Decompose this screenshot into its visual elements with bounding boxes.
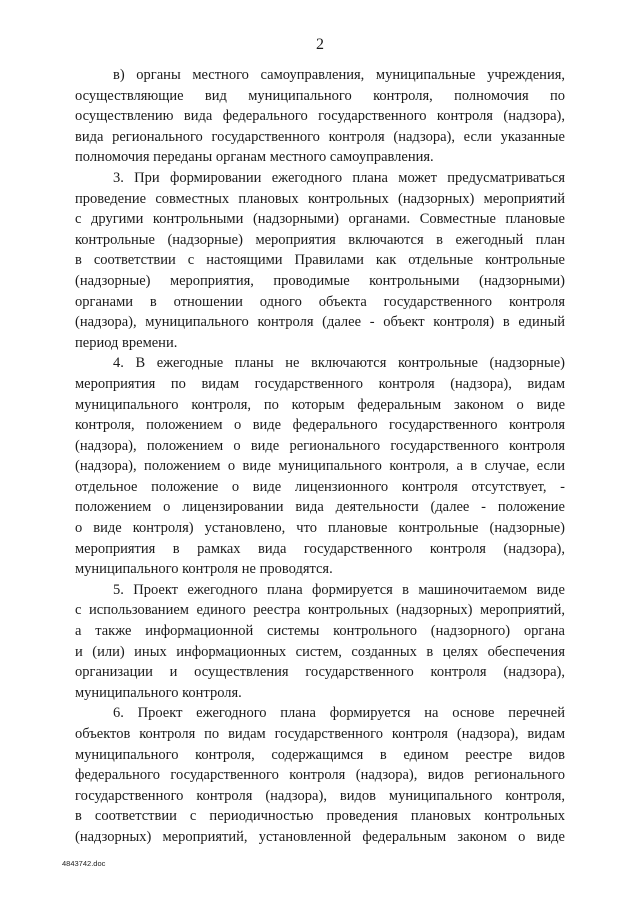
paragraph-6 <box>75 703 565 847</box>
paragraph-3 <box>75 168 565 353</box>
page-number: 2 <box>316 36 324 53</box>
text-line: 3. При формировании ежегодного плана может предусматриваться <box>113 169 565 186</box>
document-body <box>75 65 565 848</box>
text-line: мероприятия по видам государственного контроля (надзора), видам <box>75 375 565 392</box>
paragraph-5 <box>75 580 565 704</box>
text-line: в соответствии с настоящими Правилами как отдельные контрольные <box>75 252 565 269</box>
text-line: организации и осуществления государственного контроля (надзора), <box>75 664 565 681</box>
text-line: 5. Проект ежегодного плана формируется в машиночитаемом виде <box>113 581 565 598</box>
paragraph-v <box>75 65 565 168</box>
text-line: вида регионального государственного контроля (надзора), если указанные <box>75 128 565 145</box>
text-line: муниципального контроля не проводятся. <box>75 561 333 578</box>
text-line: с использованием единого реестра контрольных (надзорных) мероприятий, <box>75 602 565 619</box>
text-line: (надзорных) мероприятий, установленной федеральным законом о виде <box>75 828 565 845</box>
text-line: период времени. <box>75 334 178 351</box>
text-line: в) органы местного самоуправления, муниципальные учреждения, <box>113 67 565 83</box>
text-line: объектов контроля по видам государственного контроля (надзора), видам <box>75 726 565 742</box>
text-line: муниципального контроля, по которым федеральным законом о виде <box>75 396 565 413</box>
text-line: отдельное положение о виде лицензионного контроля отсутствует, - <box>75 478 565 495</box>
paragraph-4 <box>75 353 565 580</box>
text-line: (надзора), положением о виде муниципального контроля, а в случае, если <box>75 458 565 475</box>
text-line: и (или) иных информационных систем, созданных в целях обеспечения <box>75 643 565 660</box>
text-line: (надзора), положением о виде регионального государственного контроля <box>75 437 565 454</box>
text-line: осуществлению вида федерального государственного контроля (надзора), <box>75 108 565 125</box>
text-line: федерального государственного контроля (надзора), видов регионального <box>75 767 565 784</box>
document-file-code: 4843742.doc <box>62 859 106 868</box>
text-line: муниципального контроля, содержащимся в едином реестре видов <box>75 746 565 763</box>
text-line: с другими контрольными (надзорными) органами. Совместные плановые <box>75 211 565 228</box>
text-line: полномочия переданы органам местного самоуправления. <box>75 149 434 166</box>
text-line: государственного контроля (надзора), видов муниципального контроля, <box>75 787 565 804</box>
text-line: (надзорные) мероприятия, проводимые контрольными (надзорными) <box>75 272 565 289</box>
text-line: муниципального контроля. <box>75 684 242 701</box>
text-line: положением о лицензировании вида деятельности (далее - положение <box>75 499 565 516</box>
text-line: осуществляющие вид муниципального контроля, полномочия по <box>75 87 565 104</box>
text-line: 4. В ежегодные планы не включаются контрольные (надзорные) <box>113 355 565 372</box>
text-line: органами в отношении одного объекта государственного контроля <box>75 293 565 310</box>
text-line: мероприятия в рамках вида государственного контроля (надзора), <box>75 540 565 557</box>
text-line: в соответствии с периодичностью проведения плановых контрольных <box>75 808 565 825</box>
text-line: проведение совместных плановых контрольных (надзорных) мероприятий <box>75 190 565 207</box>
text-line: контроля, положением о виде федерального государственного контроля <box>75 417 565 434</box>
text-line: а также информационной системы контрольного (надзорного) органа <box>75 623 565 640</box>
text-line: 6. Проект ежегодного плана формируется на основе перечней <box>113 705 565 722</box>
text-line: о виде контроля) установлено, что плановые контрольные (надзорные) <box>75 520 565 537</box>
text-line: контрольные (надзорные) мероприятия включаются в ежегодный план <box>75 231 565 248</box>
text-line: (надзора), муниципального контроля (далее - объект контроля) в единый <box>75 314 565 331</box>
